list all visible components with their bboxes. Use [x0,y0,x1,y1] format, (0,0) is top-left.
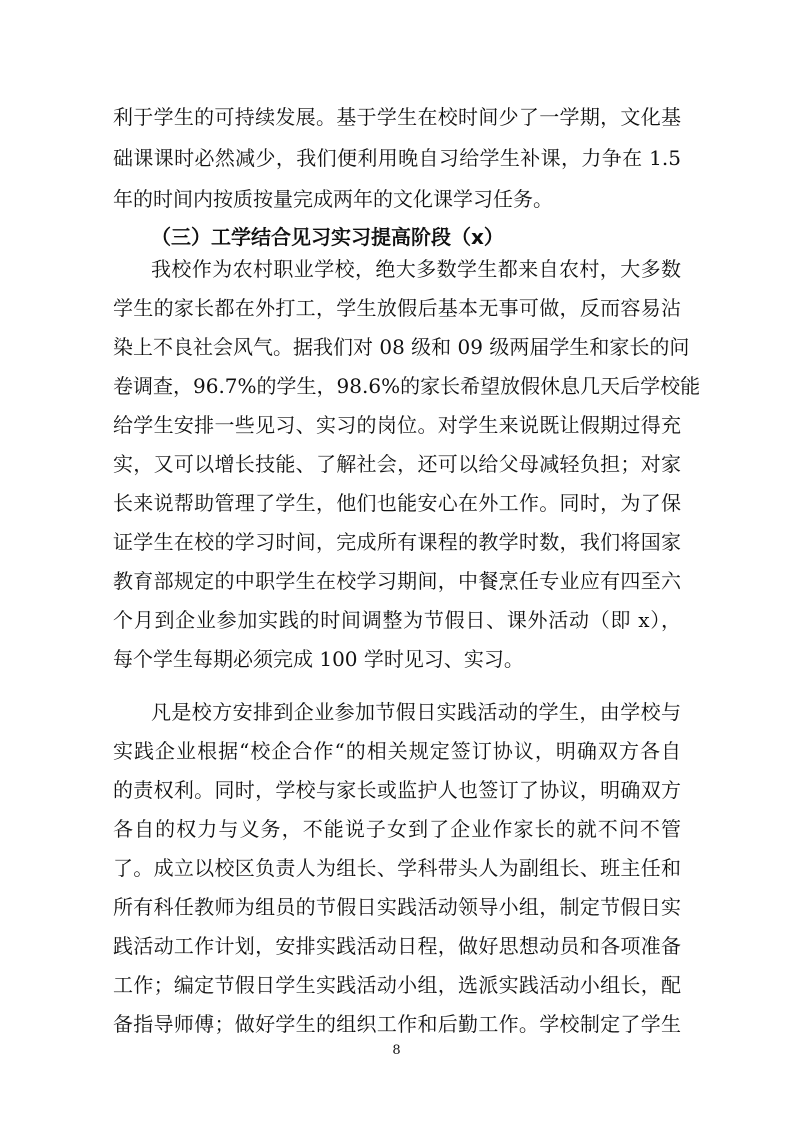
paragraph-line: 的责权利。同时，学校与家长或监护人也签订了协议，明确双方 [113,778,681,802]
paragraph-line: 利于学生的可持续发展。基于学生在校时间少了一学期，文化基 [113,105,681,129]
paragraph-line: 长来说帮助管理了学生，他们也能安心在外工作。同时，为了保 [113,491,681,515]
paragraph-line: 践活动工作计划，安排实践活动日程，做好思想动员和各项准备 [113,934,681,958]
paragraph-line: 凡是校方安排到企业参加节假日实践活动的学生，由学校与 [151,700,681,724]
paragraph-line: 我校作为农村职业学校，绝大多数学生都来自农村，大多数 [151,257,681,281]
paragraph-line: 染上不良社会风气。据我们对 08 级和 09 级两届学生和家长的问 [113,335,690,359]
page-number: 8 [392,1043,401,1058]
paragraph-line: 实践企业根据“校企合作“的相关规定签订协议，明确双方各自 [113,739,681,763]
paragraph-line: 每个学生每期必须完成 100 学时见习、实习。 [113,647,524,671]
paragraph-line: 备指导师傅；做好学生的组织工作和后勤工作。学校制定了学生 [113,1012,681,1036]
paragraph-line: 实，又可以增长技能、了解社会，还可以给父母减轻负担；对家 [113,452,681,476]
paragraph-line: 工作；编定节假日学生实践活动小组，选派实践活动小组长，配 [113,973,681,997]
paragraph-line: 证学生在校的学习时间，完成所有课程的教学时数，我们将国家 [113,530,681,554]
paragraph-line: 卷调查，96.7%的学生，98.6%的家长希望放假休息几天后学校能 [113,374,701,398]
paragraph-line: 础课课时必然减少，我们便利用晚自习给学生补课，力争在 1.5 [113,146,681,170]
paragraph-line: 学生的家长都在外打工，学生放假后基本无事可做，反而容易沾 [113,296,681,320]
paragraph-line: 各自的权力与义务，不能说子女到了企业作家长的就不问不管 [113,817,681,841]
paragraph-line: 教育部规定的中职学生在校学习期间，中餐烹任专业应有四至六 [113,569,681,593]
paragraph-line: 年的时间内按质按量完成两年的文化课学习任务。 [113,187,553,211]
paragraph-line: 了。成立以校区负责人为组长、学科带头人为副组长、班主任和 [113,856,681,880]
paragraph-line: 给学生安排一些见习、实习的岗位。对学生来说既让假期过得充 [113,413,681,437]
paragraph-line: 所有科任教师为组员的节假日实践活动领导小组，制定节假日实 [113,895,681,919]
paragraph-line: 个月到企业参加实践的时间调整为节假日、课外活动（即 x）， [113,608,681,632]
section-heading: （三）工学结合见习实习提高阶段（x） [151,225,504,249]
